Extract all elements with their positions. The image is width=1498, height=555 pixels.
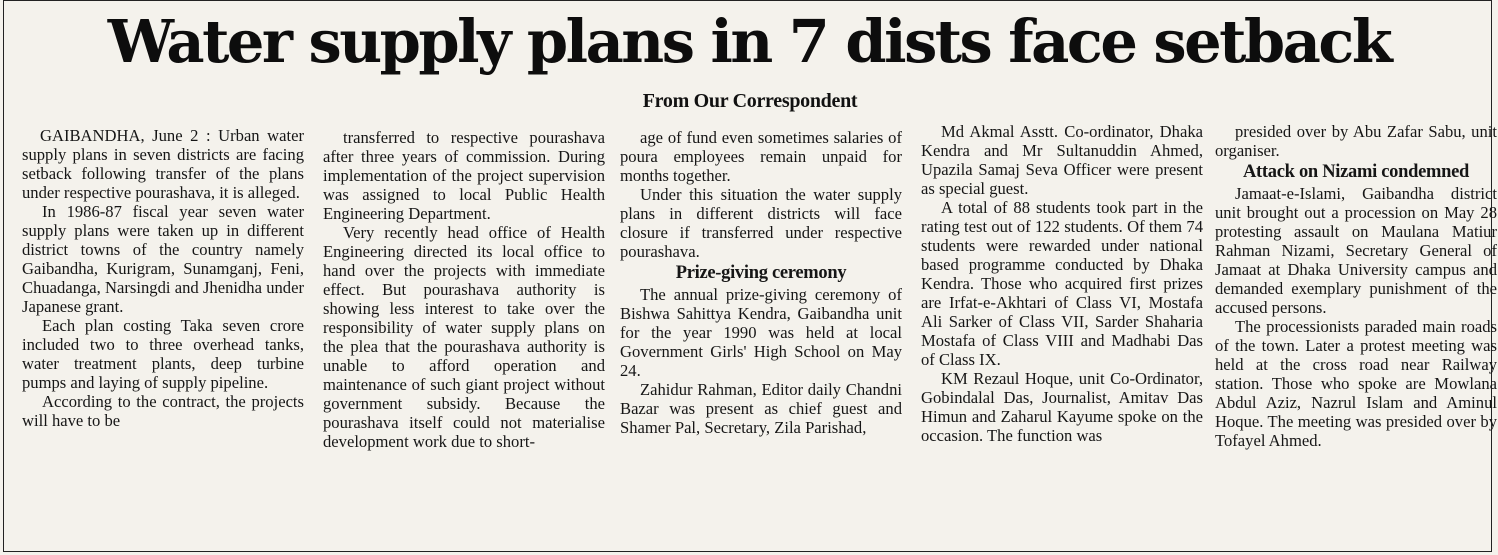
paragraph: Md Akmal Asstt. Co-ordinator, Dhaka Kendra and Mr Sultanuddin Ahmed, Upazila Samaj Seva Officer were present as special guest. — [921, 122, 1203, 198]
paragraph: age of fund even sometimes salaries of poura employees remain unpaid for months together. — [620, 128, 902, 185]
paragraph: presided over by Abu Zafar Sabu, unit organiser. — [1215, 122, 1497, 160]
article-column-1 — [22, 126, 304, 552]
byline: From Our Correspondent — [642, 90, 858, 112]
paragraph: Jamaat-e-Islami, Gaibandha district unit brought out a procession on May 28 protesting assault on Maulana Matiur Rahman Nizami, Secretary General of Jamaat at Dhaka University campus and demanded exemplary punishment of the accused persons. — [1215, 184, 1497, 317]
paragraph: KM Rezaul Hoque, unit Co-Ordinator, Gobindalal Das, Journalist, Amitav Das Himun and Zaharul Kayume spoke on the occasion. The function was — [921, 369, 1203, 445]
article-column-2 — [323, 128, 605, 554]
paragraph: The annual prize-giving ceremony of Bishwa Sahittya Kendra, Gaibandha unit for the year 1990 was held at local Government Girls' High School on May 24. — [620, 285, 902, 380]
paragraph: Zahidur Rahman, Editor daily Chandni Bazar was present as chief guest and Shamer Pal, Secretary, Zila Parishad, — [620, 380, 902, 437]
paragraph: Very recently head office of Health Engineering directed its local office to hand over the projects with immediate effect. But pourashava authority is showing less interest to take over the responsibility of water supply plans on the plea that the pourashava authority is unable to afford operation and maintenance of such giant project without government subsidy. Because the pourashava itself could not materialise development work due to short- — [323, 223, 605, 451]
subheading: Prize-giving ceremony — [675, 263, 847, 283]
paragraph: transferred to respective pourashava after three years of commission. During implementation of the project supervision was assigned to local Public Health Engineering Department. — [323, 128, 605, 223]
paragraph: According to the contract, the projects will have to be — [22, 392, 304, 430]
subheading: Attack on Nizami condemned — [1242, 162, 1469, 182]
article-column-4 — [921, 122, 1203, 548]
paragraph: Under this situation the water supply plans in different districts will face closure if transferred under respective pourashava. — [620, 185, 902, 261]
paragraph: Each plan costing Taka seven crore included two to three overhead tanks, water treatment plants, deep turbine pumps and laying of supply pipeline. — [22, 316, 304, 392]
article-column-5 — [1215, 122, 1497, 548]
paragraph: In 1986-87 fiscal year seven water supply plans were taken up in different district towns of the country namely Gaibandha, Kurigram, Sunamganj, Feni, Chuadanga, Narsingdi and Jhenidha under Japanese grant. — [22, 202, 304, 316]
paragraph: GAIBANDHA, June 2 : Urban water supply plans in seven districts are facing setback following transfer of the plans under respective pourashava, it is alleged. — [22, 126, 304, 202]
paragraph: A total of 88 students took part in the rating test out of 122 students. Of them 74 students were rewarded under national based programme conducted by Dhaka Kendra. Those who acquired first prizes are Irfat-e-Akhtari of Class VI, Mostafa Ali Sarker of Class VII, Sarder Shaharia Mostafa of Class VIII and Madhabi Das of Class IX. — [921, 198, 1203, 369]
headline: Water supply plans in 7 dists face setback — [107, 7, 1391, 76]
article-column-3 — [620, 128, 902, 554]
paragraph: The processionists paraded main roads of the town. Later a protest meeting was held at the cross road near Railway station. Those who spoke are Mowlana Abdul Aziz, Nazrul Islam and Aminul Hoque. The meeting was presided over by Tofayel Ahmed. — [1215, 317, 1497, 450]
